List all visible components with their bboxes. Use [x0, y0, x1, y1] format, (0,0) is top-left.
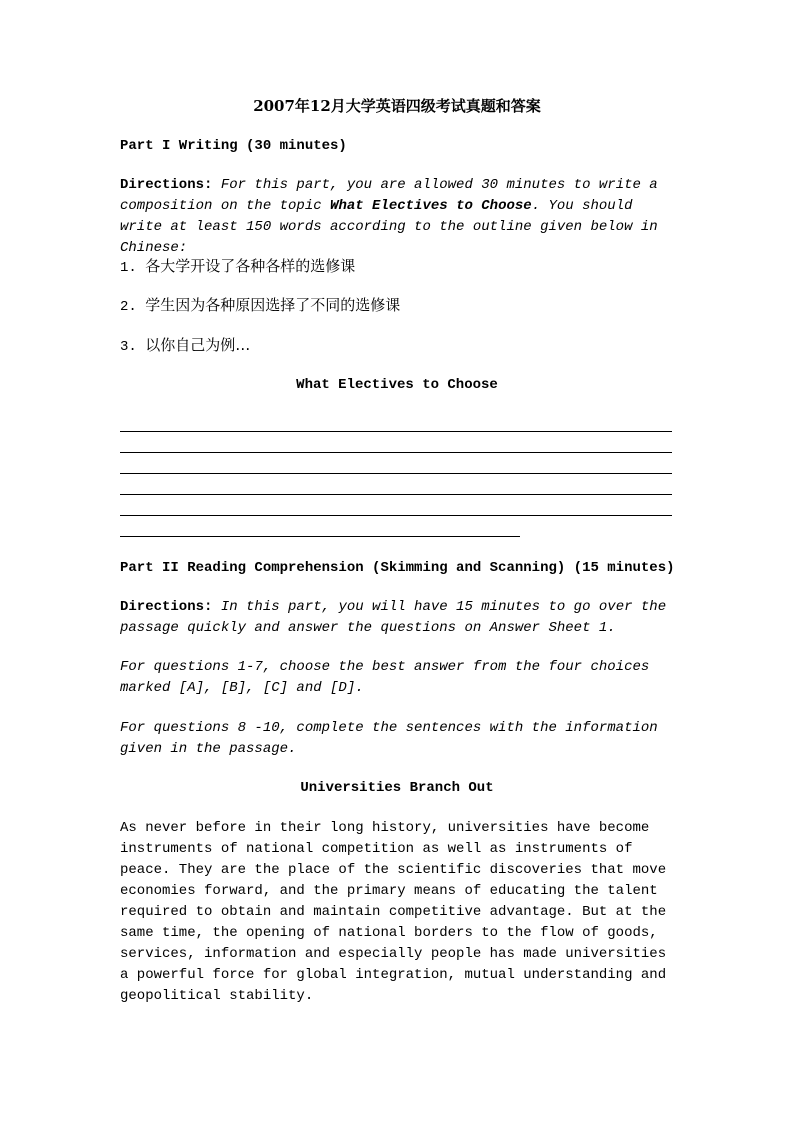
writing-line [120, 515, 672, 516]
writing-line [120, 536, 520, 537]
instruction-complete: For questions 8 -10, complete the sentences with the information given in the passage. [120, 720, 658, 757]
writing-line [120, 431, 672, 432]
part2-directions [120, 597, 678, 639]
writing-line [120, 494, 672, 495]
passage-title: Universities Branch Out [300, 780, 494, 796]
directions-text: In this part, you will have 15 minutes to go over the passage quickly and answer the questions on Answer Sheet 1. [120, 599, 667, 636]
outline-item [120, 256, 678, 279]
part1-heading: Part I Writing (30 minutes) [120, 138, 347, 154]
part1-directions [120, 175, 678, 259]
writing-line [120, 473, 672, 474]
outline-number: 2. [120, 299, 137, 315]
part2-heading: Part II Reading Comprehension (Skimming and Scanning) (15 minutes) [120, 560, 675, 576]
outline-number: 3. [120, 339, 137, 355]
writing-line [120, 452, 672, 453]
outline-text: 以你自己为例… [145, 336, 251, 354]
outline-text: 学生因为各种原因选择了不同的选修课 [145, 296, 401, 314]
essay-title: What Electives to Choose [296, 377, 498, 393]
outline-item [120, 295, 678, 318]
instruction-choice: For questions 1-7, choose the best answer from the four choices marked [A], [B], [C] and [D]. [120, 659, 650, 696]
outline-number: 1. [120, 260, 137, 276]
document-title: 2007年12月大学英语四级考试真题和答案 [253, 97, 541, 115]
directions-text: For this part, you are allowed 30 minutes to write a composition on the topic [120, 177, 658, 214]
passage-paragraph: As never before in their long history, universities have become instruments of national competition as well as instruments of peace. They are the place of the scientific discoveries that move economies forward, and the primary means of educating the talent required to obtain and maintain competitive advantage. But at the same time, the opening of national borders to the flow of goods, services, information and especially people has made universities a powerful force for global integration, mutual understanding and geopolitical stability. [120, 820, 667, 1004]
directions-text-end: . You should write at least 150 words according to the outline given below in Chinese: [120, 198, 658, 256]
directions-label: Directions: [120, 177, 213, 193]
directions-topic: What Electives to Choose [330, 198, 532, 214]
outline-item [120, 335, 678, 358]
directions-label: Directions: [120, 599, 213, 615]
outline-text: 各大学开设了各种各样的选修课 [145, 257, 356, 275]
